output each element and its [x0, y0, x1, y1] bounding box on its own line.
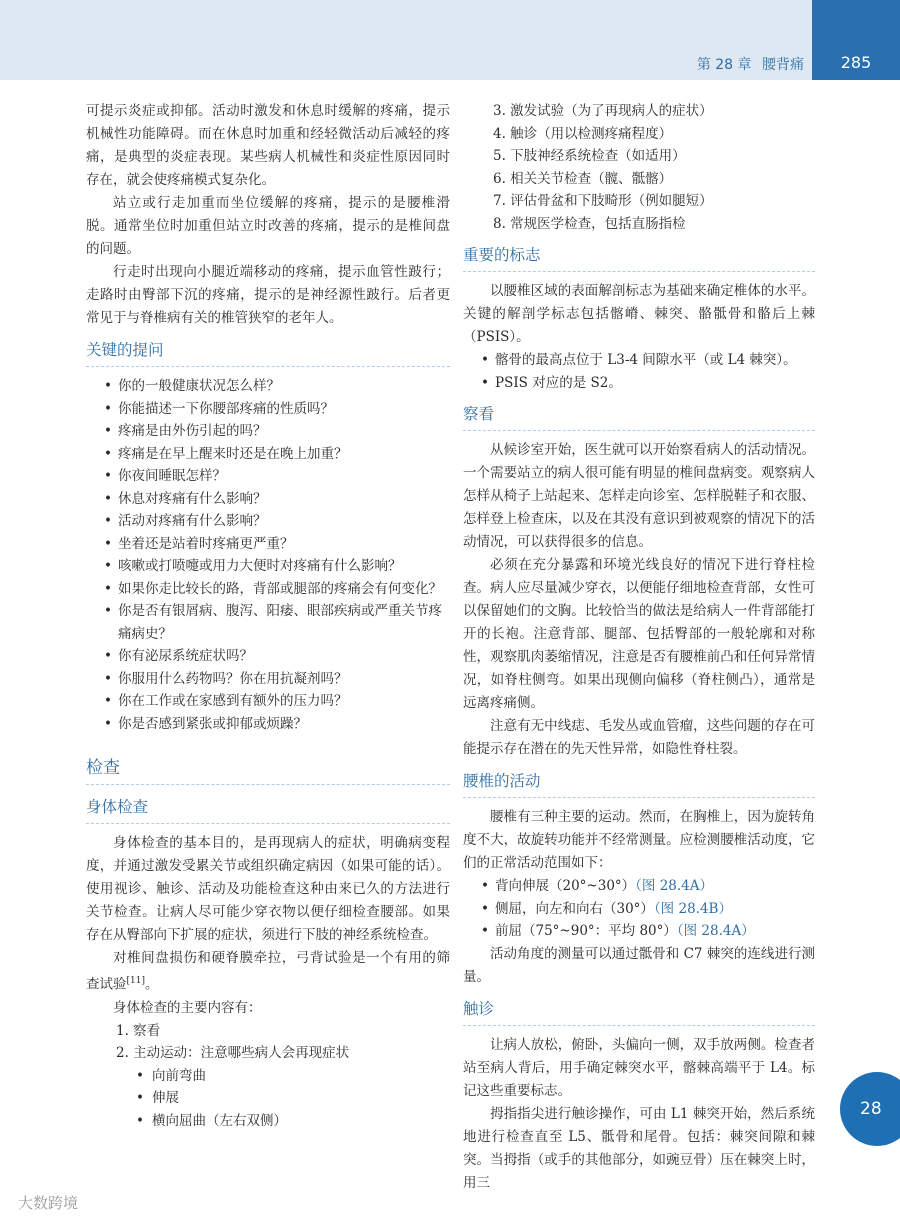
list-item: • 活动对疼痛有什么影响？: [104, 510, 450, 533]
list-item: • 你服用什么药物吗？你在用抗凝剂吗？: [104, 668, 450, 691]
list-item: • PSIS 对应的是 S2。: [481, 372, 815, 395]
list-item: • 背向伸展（20°~30°）（图 28.4A）: [481, 875, 815, 898]
figure-reference[interactable]: （图 28.4B）: [653, 900, 732, 917]
list-item: 4. 触诊（用以检测疼痛程度）: [493, 125, 673, 142]
list-item: • 你是否感到紧张或抑郁或烦躁？: [104, 713, 450, 736]
paragraph: 对椎间盘损伤和硬脊膜牵拉，弓背试验是一个有用的筛查试验[11]。: [86, 950, 450, 993]
list-item: • 你的一般健康状况怎么样？: [104, 375, 450, 398]
paragraph: 让病人放松，俯卧，头偏向一侧，双手放两侧。检查者站至病人背后，用手确定棘突水平，髂棘高端平于 L4。标记这些重要标志。: [463, 1036, 815, 1099]
list-item: • 你有泌尿系统症状吗？: [104, 645, 450, 668]
right-column: [463, 100, 815, 1195]
paragraph: 拇指指尖进行触诊操作，可由 L1 棘突开始，然后系统地进行检查直至 L5、骶骨和尾骨。包括：棘突间隙和棘突。当拇指（或手的其他部分，如豌豆骨）压在棘突上时，用三: [463, 1105, 815, 1191]
list-item: • 你是否有银屑病、腹泻、阳痿、眼部疾病或严重关节疼痛病史？: [104, 600, 450, 645]
key-questions-list: [86, 375, 450, 735]
list-item: • 侧屈，向左和向右（30°）（图 28.4B）: [481, 898, 815, 921]
list-item: • 你在工作或在家感到有额外的压力吗？: [104, 690, 450, 713]
section-heading-physical-exam: 身体检查: [86, 795, 450, 824]
list-item: • 髂骨的最高点位于 L3-4 间隙水平（或 L4 棘突）。: [481, 349, 815, 372]
section-heading-key-questions: 关键的提问: [86, 338, 450, 367]
exam-steps-list: [86, 1020, 450, 1065]
list-item: 7. 评估骨盆和下肢畸形（例如腿短）: [493, 193, 713, 209]
list-item: 1. 察看: [116, 1022, 161, 1039]
list-item: 5. 下肢神经系统检查（如适用）: [493, 148, 686, 164]
left-column: [86, 100, 450, 1132]
list-item: 3. 激发试验（为了再现病人的症状）: [493, 103, 713, 119]
watermark-logo: 大数跨境: [18, 1194, 79, 1212]
landmarks-list: [463, 349, 815, 394]
list-item: • 坐着还是站着时疼痛更严重？: [104, 533, 450, 556]
motion-range-list: [463, 875, 815, 943]
paragraph: 站立或行走加重而坐位缓解的疼痛，提示的是腰椎滑脱。通常坐位时加重但站立时改善的疼痛，提示的是椎间盘的问题。: [86, 195, 450, 257]
list-item: • 伸展: [136, 1087, 450, 1110]
section-heading-examination: 检查: [86, 753, 450, 785]
list-item: 6. 相关关节检查（髋、骶髂）: [493, 170, 673, 187]
chapter-title: 腰背痛: [762, 57, 804, 73]
section-heading-palpation: 触诊: [463, 997, 815, 1026]
list-item: • 横向屈曲（左右双侧）: [136, 1110, 450, 1133]
list-item: • 你夜间睡眠怎样？: [104, 465, 450, 488]
list-item: • 如果你走比较长的路，背部或腿部的疼痛会有何变化？: [104, 578, 450, 601]
paragraph: 必须在充分暴露和环境光线良好的情况下进行脊柱检查。病人应尽量减少穿衣，以便能仔细地检查背部，女性可以保留她们的文胸。比较恰当的做法是给病人一件背部能打开的长袍。注意背部、腿部、包括臀部的一般轮廓和对称性，观察肌肉萎缩情况，注意是否有腰椎前凸和任何异常情况，如脊柱侧弯。如果出现侧向偏移（脊柱侧凸），通常是远离疼痛侧。: [463, 557, 815, 711]
paragraph: 身体检查的主要内容有：: [113, 999, 262, 1016]
chapter-label: 第 28 章: [696, 57, 752, 73]
citation: [11]: [126, 976, 145, 986]
list-item: • 前屈（75°~90°：平均 80°）（图 28.4A）: [481, 920, 815, 943]
list-item: • 疼痛是在早上醒来时还是在晚上加重？: [104, 443, 450, 466]
list-item: • 疼痛是由外伤引起的吗？: [104, 420, 450, 443]
section-heading-lumbar-motion: 腰椎的活动: [463, 769, 815, 798]
paragraph: 可提示炎症或抑郁。活动时激发和休息时缓解的疼痛，提示机械性功能障碍。而在休息时加重和经轻微活动后减轻的疼痛，是典型的炎症表现。某些病人机械性和炎症性原因同时存在，就会使疼痛模式复杂化。: [86, 103, 450, 188]
section-heading-inspection: 察看: [463, 402, 815, 431]
page-number: 285: [812, 0, 900, 80]
paragraph: 行走时出现向小腿近端移动的疼痛，提示血管性跛行；走路时由臀部下沉的疼痛，提示的是神经源性跛行。后者更常见于与脊椎病有关的椎管狭窄的老年人。: [86, 264, 450, 326]
figure-reference[interactable]: （图 28.4A）: [635, 878, 714, 894]
chapter-side-tab[interactable]: 28: [840, 1072, 900, 1146]
list-item: • 你能描述一下你腰部疼痛的性质吗？: [104, 398, 450, 421]
motion-sublist: [86, 1065, 450, 1133]
running-header: [691, 54, 804, 74]
paragraph: 以腰椎区域的表面解剖标志为基础来确定椎体的水平。关键的解剖学标志包括髂嵴、棘突、骼骶骨和骼后上棘（PSIS）。: [463, 283, 815, 345]
list-item: • 咳嗽或打喷嚏或用力大便时对疼痛有什么影响？: [104, 555, 450, 578]
list-item: • 向前弯曲: [136, 1065, 450, 1088]
section-heading-landmarks: 重要的标志: [463, 243, 815, 272]
figure-reference[interactable]: （图 28.4A）: [676, 923, 755, 939]
paragraph: 注意有无中线痣、毛发丛或血管瘤，这些问题的存在可能提示存在潜在的先天性异常，如隐性脊柱裂。: [463, 718, 815, 757]
paragraph: 从候诊室开始，医生就可以开始察看病人的活动情况。一个需要站立的病人很可能有明显的椎间盘病变。观察病人怎样从椅子上站起来、怎样走向诊室、怎样脱鞋子和衣服、怎样登上检查床，以及在其没有意识到被观察的情况下的活动情况，可以获得很多的信息。: [463, 442, 815, 550]
list-item: 2. 主动运动：注意哪些病人会再现症状: [116, 1045, 350, 1061]
paragraph: 腰椎有三种主要的运动。然而，在胸椎上，因为旋转角度不大，故旋转功能并不经常测量。应检测腰椎活动度，它们的正常活动范围如下：: [463, 809, 815, 871]
list-item: 8. 常规医学检查，包括直肠指检: [493, 215, 686, 232]
exam-steps-list-cont: [463, 100, 815, 235]
paragraph: 活动角度的测量可以通过骶骨和 C7 棘突的连线进行测量。: [463, 945, 815, 985]
paragraph: 身体检查的基本目的，是再现病人的症状，明确病变程度，并通过激发受累关节或组织确定病因（如果可能的话）。使用视诊、触诊、活动及功能检查这种由来已久的方法进行关节检查。让病人尽可能少穿衣物以便仔细检查腰部。如果存在从臀部向下扩展的症状，须进行下肢的神经系统检查。: [86, 835, 450, 943]
list-item: • 休息对疼痛有什么影响？: [104, 488, 450, 511]
